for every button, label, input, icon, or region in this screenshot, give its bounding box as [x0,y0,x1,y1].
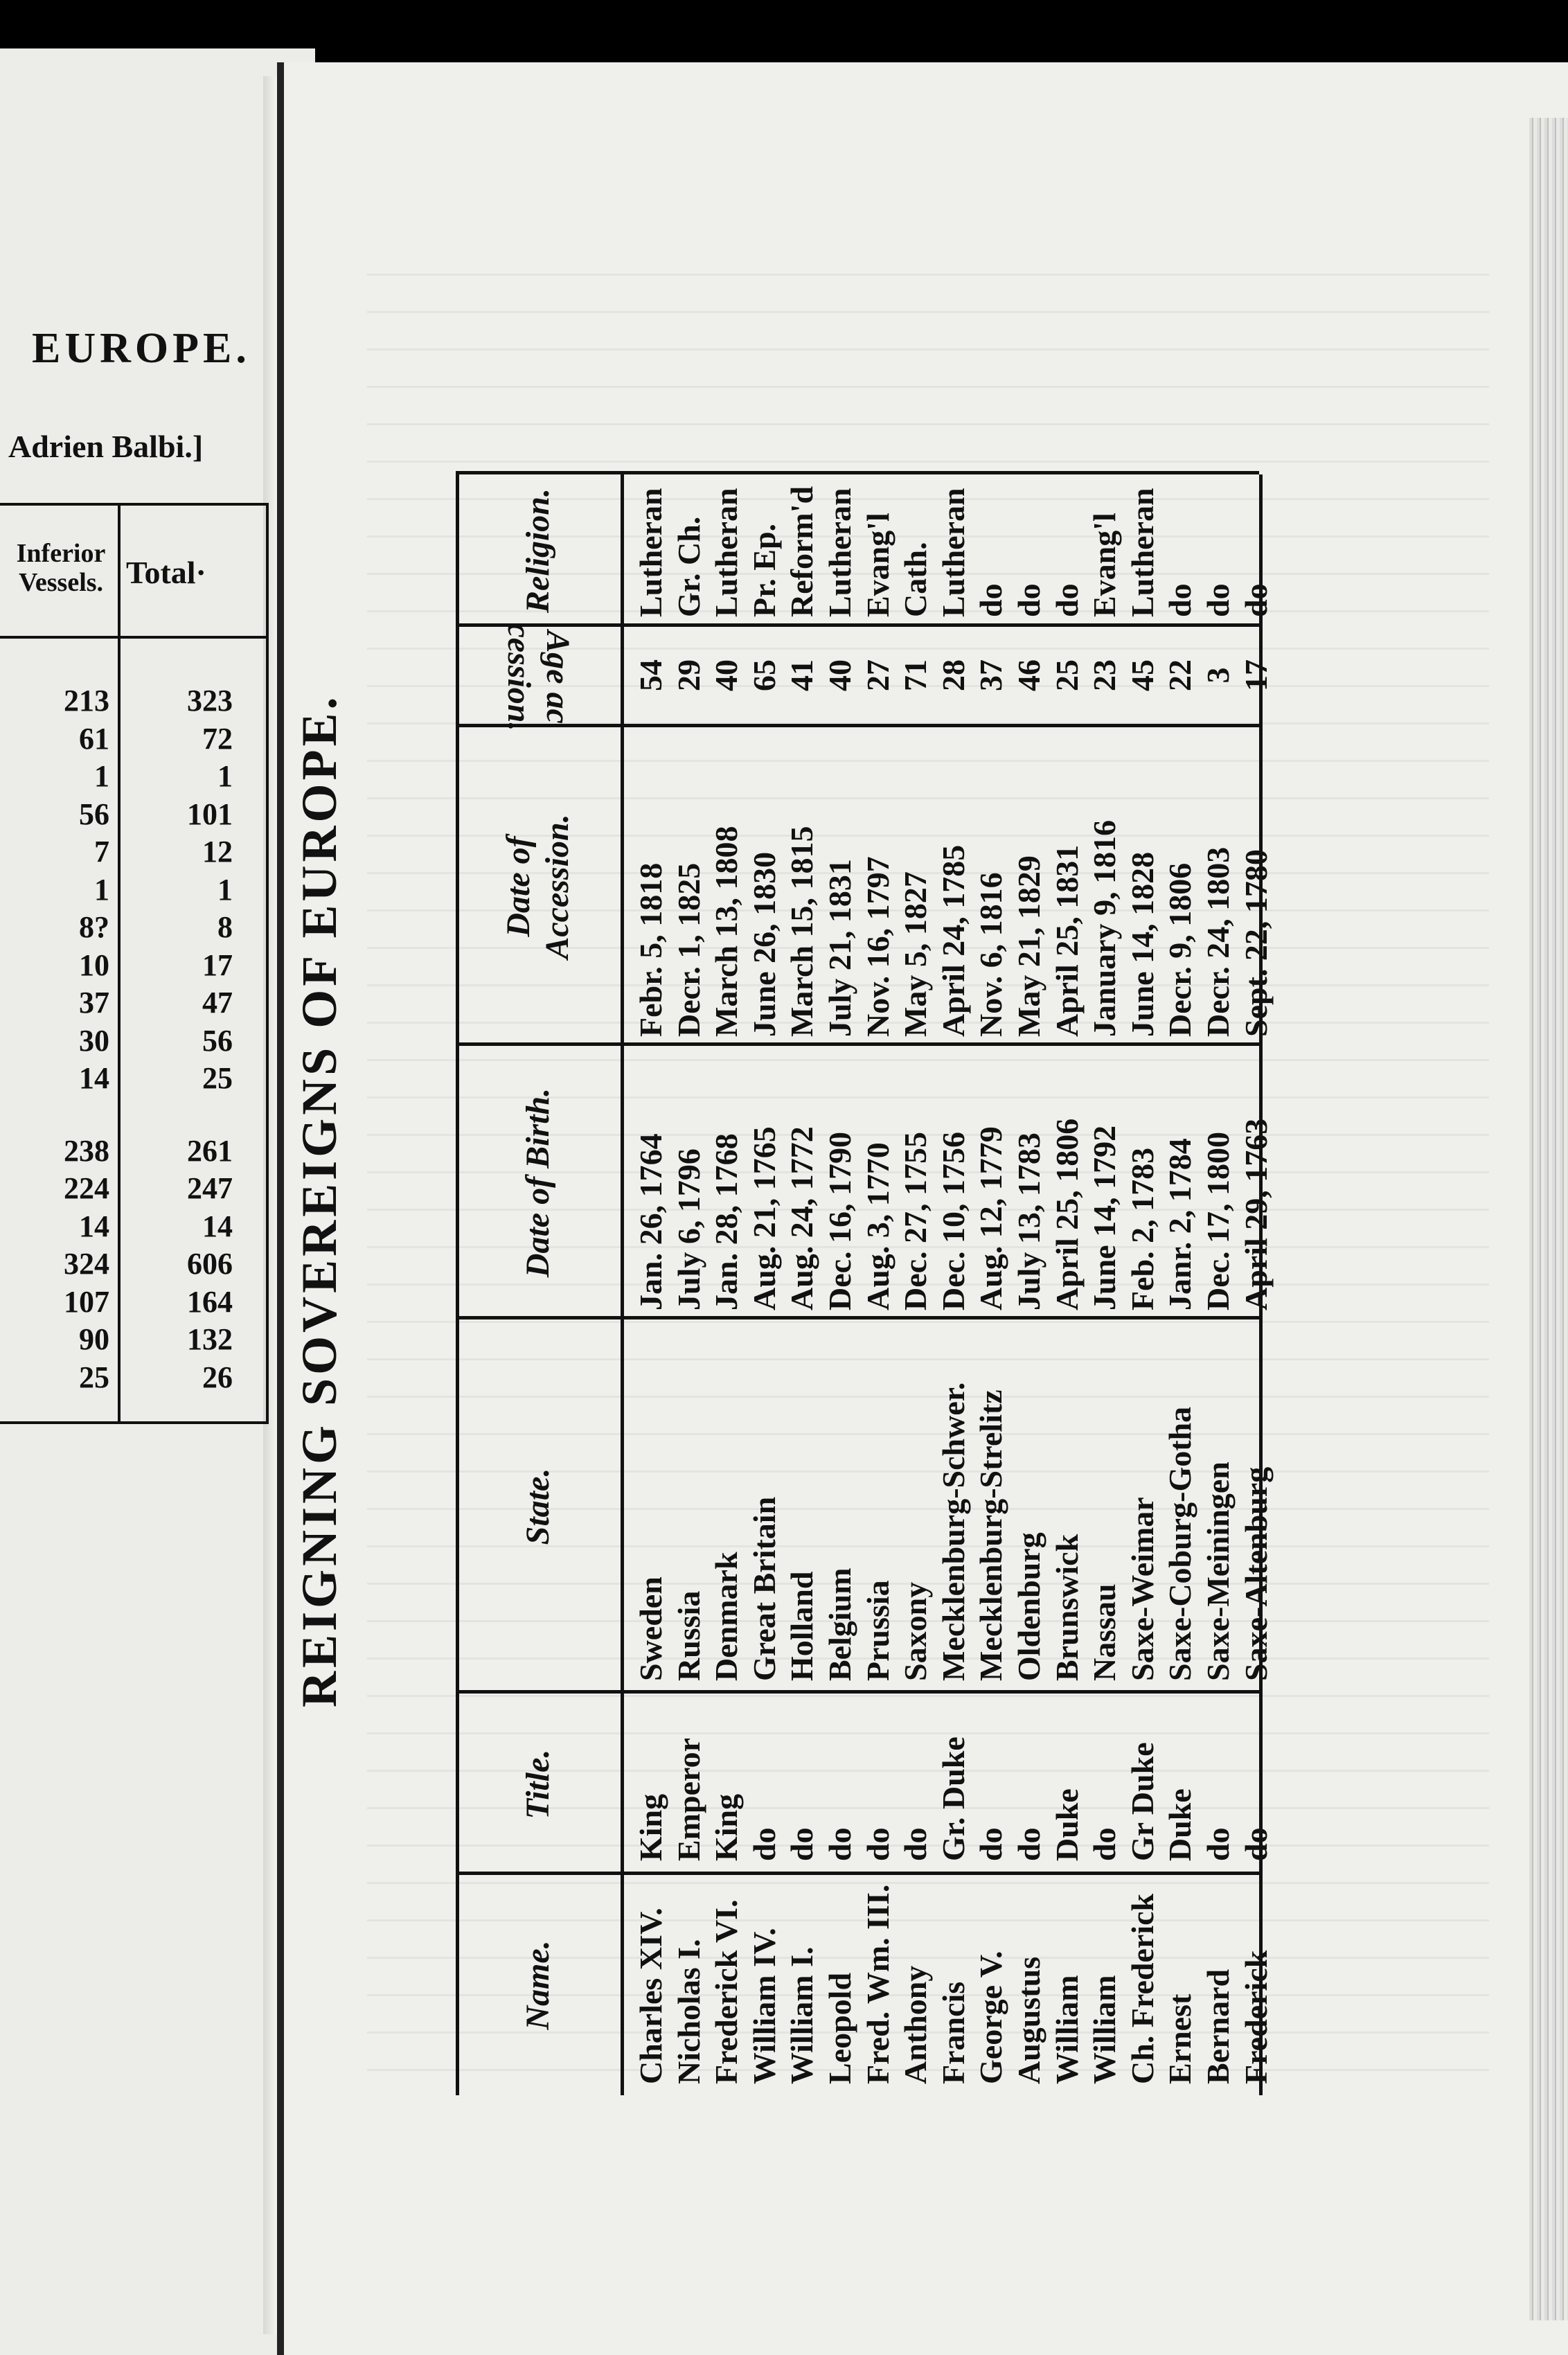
title-cell: do [859,1827,896,1861]
total-cell: 14 [202,1209,233,1243]
total-cell: 1 [217,872,233,907]
name-cell: Nicholas I. [670,1939,706,2084]
total-cell: 72 [202,721,233,756]
table-row [1049,225,1087,2095]
title-cell: do [784,1827,820,1861]
religion-cell: Lutheran [821,488,857,617]
age-at-accession-cell: 29 [670,659,706,691]
state-cell: Saxony [898,1581,934,1681]
header-date-of-accession: Date of Accession. [500,814,576,959]
religion-cell: do [1049,583,1085,617]
accession-date-cell: Febr. 5, 1818 [633,862,668,1037]
age-at-accession-cell: 23 [1087,659,1123,691]
table-row [0,721,263,759]
title-cell: Duke [1162,1788,1198,1861]
table-row [821,225,859,2095]
accession-date-cell: Decr. 1, 1825 [670,862,706,1037]
religion-cell: Reform'd [784,486,820,617]
table-row [935,225,973,2095]
religion-cell: Evang'l [1087,513,1123,617]
title-cell: Gr Duke [1124,1742,1160,1861]
state-cell: Holland [784,1571,820,1681]
age-at-accession-cell: 65 [746,659,782,691]
inferior-vessels-cell: 30 [79,1023,109,1058]
accession-date-cell: Nov. 16, 1797 [859,856,896,1037]
accession-date-cell: Decr. 24, 1803 [1200,846,1236,1037]
title-cell: do [1238,1827,1274,1861]
name-cell: William I. [784,1946,820,2084]
left-page-table [0,503,269,1424]
inferior-vessels-cell: 224 [64,1171,109,1205]
total-cell: 1 [217,759,233,793]
state-cell: Great Britain [746,1496,782,1681]
title-cell: Emperor [670,1737,706,1861]
state-cell: Saxe-Coburg-Gotha [1162,1406,1198,1681]
accession-date-cell: Decr. 9, 1806 [1162,862,1198,1037]
name-cell: Charles XIV. [633,1908,668,2084]
accession-date-cell: May 5, 1827 [898,871,934,1037]
birth-date-cell: June 14, 1792 [1087,1125,1123,1310]
name-cell: Frederick VI. [709,1899,745,2084]
birth-date-cell: Aug. 24, 1772 [784,1126,820,1310]
total-cell: 323 [187,684,233,718]
accession-date-cell: April 24, 1785 [935,844,971,1037]
accession-date-cell: May 21, 1829 [1010,855,1046,1037]
inferior-vessels-cell: 8? [79,910,109,944]
table-row [859,225,898,2095]
table-row [1124,225,1162,2095]
header-date-of-birth: Date of Birth. [519,1087,556,1278]
title-cell: do [1200,1827,1236,1861]
religion-cell: Lutheran [1124,488,1160,617]
religion-cell: Lutheran [709,488,745,617]
title-cell: King [709,1793,745,1861]
inferior-vessels-cell: 10 [79,948,109,982]
table-body [632,225,1275,2095]
rule [621,474,624,2095]
total-cell: 101 [187,797,233,831]
accession-date-cell: Sept. 22, 1780 [1238,849,1274,1037]
religion-cell: Evang'l [859,513,896,617]
accession-date-cell: June 26, 1830 [746,851,782,1037]
religion-cell: do [1200,583,1236,617]
age-at-accession-cell: 17 [1238,659,1274,691]
name-cell: Bernard [1200,1969,1236,2084]
age-at-accession-cell: 25 [1049,659,1085,691]
inferior-vessels-cell: 61 [79,721,109,756]
state-cell: Prussia [859,1580,896,1681]
table-row [0,1209,263,1247]
rule [456,474,459,2095]
birth-date-cell: Jan. 28, 1768 [709,1133,745,1310]
inferior-vessels-cell: 238 [64,1133,109,1168]
header-inferior-vessels: Inferior Vessels. [16,539,106,597]
religion-cell: do [1162,583,1198,617]
total-cell: 25 [202,1061,233,1095]
name-cell: Ch. Frederick [1124,1893,1160,2084]
table-row [0,1171,263,1209]
birth-date-cell: Dec. 27, 1755 [898,1131,934,1310]
birth-date-cell: Jan. 26, 1764 [633,1133,668,1310]
page-edges [1529,118,1568,2320]
religion-cell: do [973,583,1009,617]
table-row [0,909,263,948]
age-at-accession-cell: 3 [1200,667,1236,684]
inferior-vessels-cell: 324 [64,1247,109,1281]
left-page-source: Adrien Balbi.] [8,429,204,464]
total-cell: 164 [187,1284,233,1319]
table-row [708,225,746,2095]
table-row [0,1133,263,1171]
inferior-vessels-cell: 107 [64,1284,109,1319]
birth-date-cell: Dec. 10, 1756 [935,1131,971,1310]
table-header [456,225,621,2095]
table-row [1200,225,1238,2095]
age-at-accession-cell: 22 [1162,659,1198,691]
table-row [0,1360,263,1398]
name-cell: Ernest [1162,1993,1198,2084]
left-page-rows [0,683,263,1397]
table-row [0,1322,263,1360]
header-total: Total· [126,555,206,590]
title-cell: do [973,1827,1009,1861]
religion-cell: Pr. Ep. [746,523,782,617]
name-cell: William IV. [746,1928,782,2084]
state-cell: Russia [670,1590,706,1681]
header-state: State. [519,1468,556,1545]
inferior-vessels-cell: 1 [94,759,109,793]
inferior-vessels-cell: 1 [94,872,109,907]
state-cell: Brunswick [1049,1534,1085,1681]
name-cell: Francis [935,1981,971,2084]
table-row [0,834,263,872]
title-cell: do [898,1827,934,1861]
header-religion: Religion. [519,488,556,614]
birth-date-cell: Feb. 2, 1783 [1124,1147,1160,1310]
table-row [0,797,263,835]
total-cell: 12 [202,835,233,869]
header-divider [0,636,266,639]
left-page-title: EUROPE. [32,325,251,372]
name-cell: Fred. Wm. III. [859,1884,896,2084]
total-cell: 17 [202,948,233,982]
age-at-accession-cell: 54 [633,659,668,691]
inferior-vessels-cell: 14 [79,1061,109,1095]
table-row [0,872,263,910]
name-cell: William [1087,1975,1123,2084]
total-cell: 247 [187,1171,233,1205]
total-cell: 606 [187,1247,233,1281]
age-at-accession-cell: 40 [709,659,745,691]
state-cell: Sweden [633,1576,668,1681]
sovereigns-table-rotated [291,225,1274,2095]
name-cell: Anthony [898,1965,934,2084]
birth-date-cell: April 25, 1806 [1049,1118,1085,1310]
inferior-vessels-cell: 25 [79,1360,109,1394]
state-cell: Saxe-Meiningen [1200,1461,1236,1681]
birth-date-cell: Janr. 2, 1784 [1162,1138,1198,1310]
state-cell: Saxe-Weimar [1124,1497,1160,1681]
title-cell: do [1010,1827,1046,1861]
inferior-vessels-cell: 14 [79,1209,109,1243]
table-row [0,985,263,1023]
birth-date-cell: July 6, 1796 [670,1148,706,1310]
birth-date-cell: Aug. 12, 1779 [973,1126,1009,1310]
inferior-vessels-cell: 7 [94,835,109,869]
accession-date-cell: Nov. 6, 1816 [973,872,1009,1037]
title-cell: Duke [1049,1788,1085,1861]
age-at-accession-cell: 28 [935,659,971,691]
age-at-accession-cell: 46 [1010,659,1046,691]
table-row [1010,225,1049,2095]
table-row [0,1246,263,1284]
table-row [1238,225,1276,2095]
state-cell: Saxe-Altenburg [1238,1466,1274,1681]
table-row [746,225,784,2095]
age-at-accession-cell: 45 [1124,659,1160,691]
table-row [632,225,670,2095]
total-cell: 47 [202,986,233,1020]
birth-date-cell: Aug. 3, 1770 [859,1142,896,1310]
birth-date-cell: April 29, 1763 [1238,1118,1274,1310]
header-name: Name. [519,1940,556,2030]
accession-date-cell: June 14, 1828 [1124,851,1160,1037]
table-title: REIGNING SOVEREIGNS OF EUROPE. [292,693,347,1707]
name-cell: Augustus [1010,1956,1046,2084]
state-cell: Denmark [709,1552,745,1681]
name-cell: Leopold [821,1972,857,2084]
state-cell: Oldenburg [1010,1532,1046,1681]
table-row [0,758,263,797]
title-cell: do [821,1827,857,1861]
religion-cell: Cath. [898,542,934,617]
table-row [0,1060,263,1099]
accession-date-cell: July 21, 1831 [821,859,857,1037]
accession-date-cell: January 9, 1816 [1087,819,1123,1037]
title-cell: King [633,1793,668,1861]
age-at-accession-cell: 27 [859,659,896,691]
table-row [0,1284,263,1322]
total-cell: 8 [217,910,233,944]
age-at-accession-cell: 37 [973,659,1009,691]
age-at-accession-cell: 41 [784,659,820,691]
total-cell: 132 [187,1322,233,1356]
table-row [0,948,263,986]
title-cell: do [1087,1827,1123,1861]
total-cell: 56 [202,1023,233,1058]
birth-date-cell: Dec. 16, 1790 [821,1131,857,1310]
accession-date-cell: April 25, 1831 [1049,844,1085,1037]
religion-cell: Lutheran [935,488,971,617]
title-cell: Gr. Duke [935,1736,971,1861]
total-cell: 26 [202,1360,233,1394]
table-row [897,225,935,2095]
age-at-accession-cell: 40 [821,659,857,691]
accession-date-cell: March 13, 1808 [709,826,745,1037]
religion-cell: do [1010,583,1046,617]
table-row [1086,225,1124,2095]
header-title: Title. [519,1749,556,1820]
table-row [0,683,263,721]
header-age-accession: Age ac cession. [501,623,576,731]
accession-date-cell: March 15, 1815 [784,826,820,1037]
total-cell: 261 [187,1133,233,1168]
inferior-vessels-cell: 56 [79,797,109,831]
birth-date-cell: Dec. 17, 1800 [1200,1131,1236,1310]
state-cell: Mecklenburg-Strelitz [973,1389,1009,1681]
inferior-vessels-cell: 213 [64,684,109,718]
state-cell: Nassau [1087,1583,1123,1681]
state-cell: Mecklenburg-Schwer. [935,1382,971,1681]
name-cell: William [1049,1975,1085,2084]
table-row [1161,225,1200,2095]
state-cell: Belgium [821,1567,857,1681]
religion-cell: Gr. Ch. [670,516,706,617]
table-row [783,225,821,2095]
inferior-vessels-cell: 90 [79,1322,109,1356]
table-row [670,225,709,2095]
sovereigns-table [456,225,1274,2095]
table-row [972,225,1010,2095]
religion-cell: do [1238,583,1274,617]
birth-date-cell: July 13, 1783 [1010,1132,1046,1310]
name-cell: George V. [973,1950,1009,2084]
religion-cell: Lutheran [633,488,668,617]
table-row [0,1023,263,1061]
left-page [0,48,315,2355]
age-at-accession-cell: 71 [898,659,934,691]
title-cell: do [746,1827,782,1861]
birth-date-cell: Aug. 21, 1765 [746,1126,782,1310]
name-cell: Frederick [1238,1950,1274,2084]
inferior-vessels-cell: 37 [79,986,109,1020]
